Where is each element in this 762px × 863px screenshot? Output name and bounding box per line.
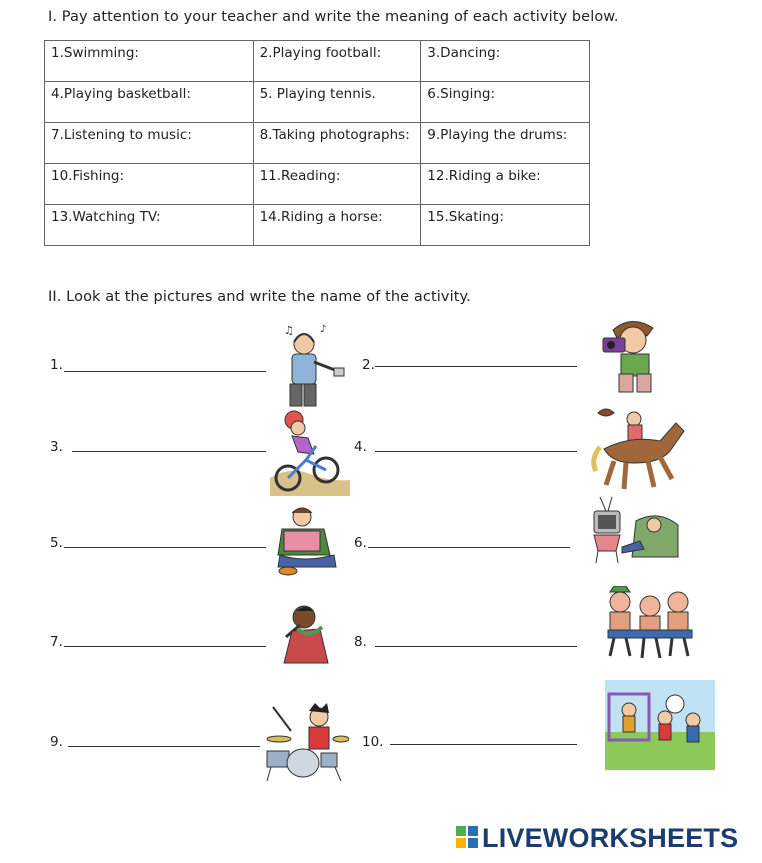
question-label: 4. [354, 439, 367, 455]
table-cell[interactable]: 15.Skating: [421, 205, 590, 246]
table-cell[interactable]: 1.Swimming: [45, 41, 254, 82]
question-label: 1. [50, 357, 63, 373]
table-cell[interactable]: 8.Taking photographs: [253, 123, 421, 164]
table-cell[interactable]: 12.Riding a bike: [421, 164, 590, 205]
answer-line[interactable] [72, 451, 266, 452]
svg-text:♫: ♫ [284, 324, 294, 337]
brand-name: LIVEWORKSHEETS [482, 822, 739, 853]
answer-line[interactable] [64, 371, 266, 372]
listening-to-music-picture [270, 322, 350, 408]
question-label: 6. [354, 535, 367, 551]
dancing-picture [598, 586, 702, 660]
playing-football-picture [605, 680, 715, 770]
svg-text:♪: ♪ [320, 324, 327, 335]
table-cell[interactable]: 11.Reading: [253, 164, 421, 205]
table-cell[interactable]: 3.Dancing: [421, 41, 590, 82]
section-1-title: I. Pay attention to your teacher and write the meaning of each activity below. [48, 9, 619, 25]
table-row [45, 82, 590, 123]
question-label: 10. [362, 734, 384, 750]
activities-table [44, 40, 590, 246]
question-label: 5. [50, 535, 63, 551]
table-cell[interactable]: 6.Singing: [421, 82, 590, 123]
question-label: 3. [50, 439, 63, 455]
table-row [45, 205, 590, 246]
riding-a-horse-picture [590, 405, 690, 495]
table-cell[interactable]: 13.Watching TV: [45, 205, 254, 246]
question-label: 9. [50, 734, 63, 750]
question-label: 8. [354, 634, 367, 650]
table-cell[interactable]: 4.Playing basketball: [45, 82, 254, 123]
liveworksheets-logo [456, 823, 738, 853]
table-cell[interactable]: 7.Listening to music: [45, 123, 254, 164]
answer-line[interactable] [64, 547, 266, 548]
answer-line[interactable] [375, 451, 577, 452]
table-row [45, 41, 590, 82]
taking-photographs-picture [595, 316, 675, 396]
table-row [45, 123, 590, 164]
singing-picture [278, 603, 338, 665]
section-2-title: II. Look at the pictures and write the name of the activity. [48, 289, 471, 305]
table-cell[interactable]: 10.Fishing: [45, 164, 254, 205]
answer-line[interactable] [375, 366, 577, 367]
table-row [45, 164, 590, 205]
question-label: 7. [50, 634, 63, 650]
answer-line[interactable] [64, 646, 266, 647]
table-cell[interactable]: 5. Playing tennis. [253, 82, 421, 123]
answer-line[interactable] [390, 744, 577, 745]
liveworksheets-logo-icon [456, 826, 478, 850]
watching-tv-picture [588, 495, 684, 567]
table-cell[interactable]: 14.Riding a horse: [253, 205, 421, 246]
table-cell[interactable]: 9.Playing the drums: [421, 123, 590, 164]
answer-line[interactable] [375, 646, 577, 647]
playing-drums-picture [263, 703, 349, 783]
answer-line[interactable] [68, 746, 260, 747]
riding-a-bike-picture [270, 408, 350, 496]
reading-picture [274, 505, 344, 577]
answer-line[interactable] [368, 547, 570, 548]
table-cell[interactable]: 2.Playing football: [253, 41, 421, 82]
question-label: 2. [362, 357, 375, 373]
